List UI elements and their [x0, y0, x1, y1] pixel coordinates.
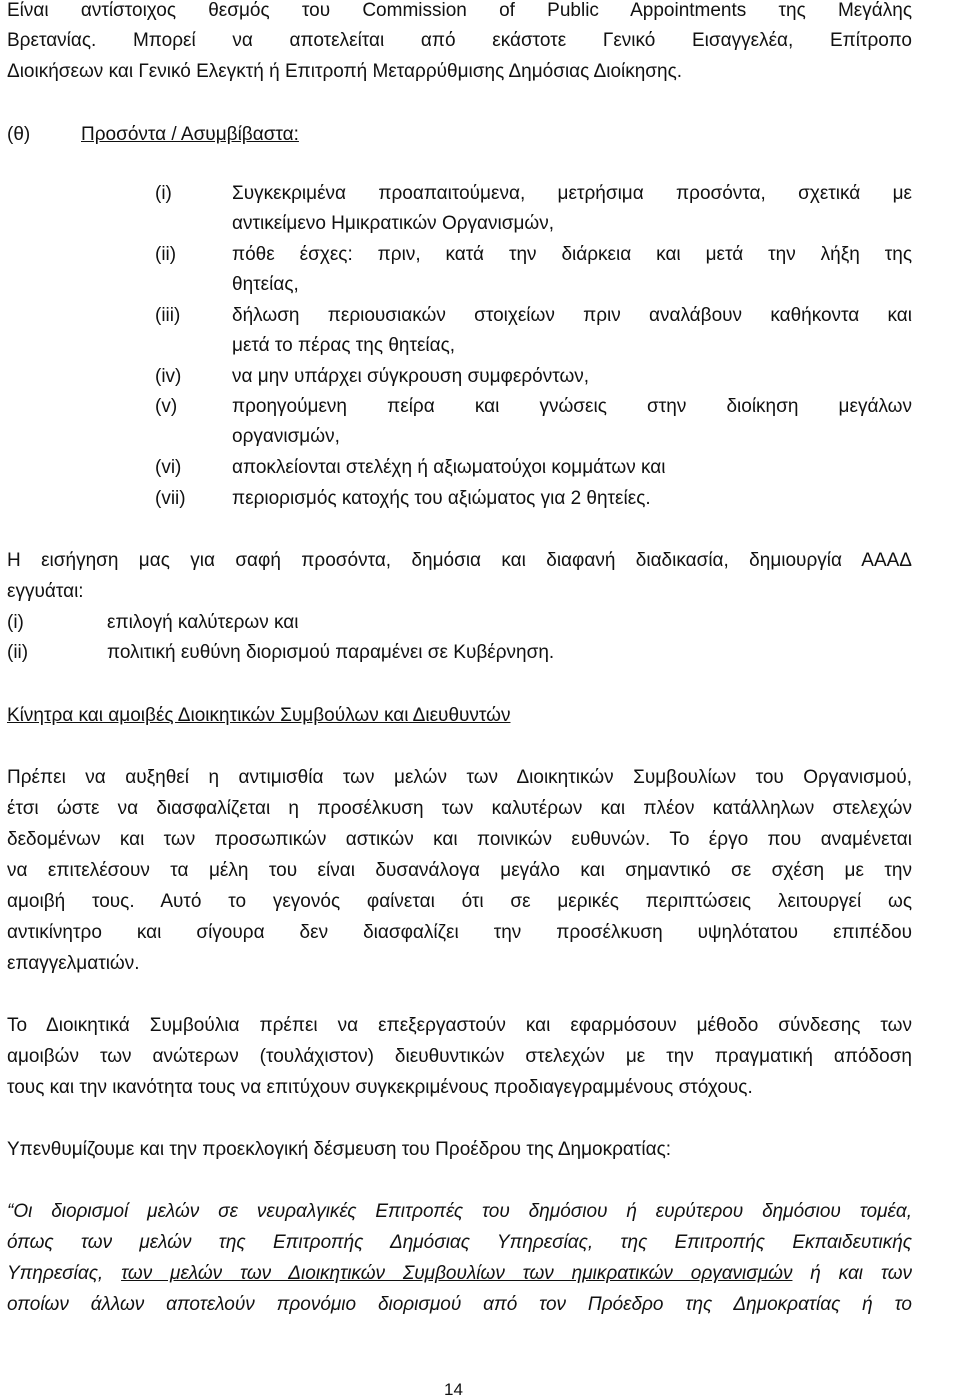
list-item-v-line-1: προηγούμενη πείρα και γνώσεις στην διοίκηση μεγάλων — [232, 396, 912, 417]
list-item-vi-line-1: αποκλείονται στελέχη ή αξιωματούχοι κομμάτων και — [232, 457, 666, 478]
quote-line-1: “Οι διορισμοί μελών σε νευραλγικές Επιτροπές του δημόσιου ή ευρύτερου δημόσιου τομέα, — [7, 1201, 912, 1222]
paragraph-2-line-2: αμοιβών των ανώτερων (τουλάχιστον) διευθυντικών στελεχών με την πραγματική απόδοση — [7, 1046, 912, 1067]
recommendation-item-ii: πολιτική ευθύνη διορισμού παραμένει σε Κυβέρνηση. — [107, 642, 555, 663]
quote-line-3-end: ή και των — [792, 1263, 912, 1284]
quote-line-2: όπως των μελών της Επιτροπής Δημόσιας Υπηρεσίας, της Επιτροπής Εκπαιδευτικής — [7, 1232, 912, 1253]
quote-line-3-start: Υπηρεσίας, — [7, 1263, 122, 1284]
section-theta-marker: (θ) — [7, 124, 31, 145]
paragraph-1-line-5: αμοιβή τους. Αυτό το γεγονός φαίνεται ότι σε μερικές περιπτώσεις λειτουργεί ως — [7, 891, 912, 912]
recommendation-marker-i: (i) — [7, 612, 24, 633]
paragraph-1-line-1: Πρέπει να αυξηθεί η αντιμισθία των μελών των Διοικητικών Συμβουλίων του Οργανισμού, — [7, 767, 912, 788]
paragraph-2-line-1: Το Διοικητικά Συμβούλια πρέπει να επεξεργαστούν και εφαρμόσουν μέθοδο σύνδεσης των — [7, 1015, 912, 1036]
recommendation-marker-ii: (ii) — [7, 642, 29, 663]
quote-line-3-underlined: των μελών των Διοικητικών Συμβουλίων των ημικρατικών οργανισμών — [121, 1263, 793, 1284]
list-item-vii-line-1: περιορισμός κατοχής του αξιώματος για 2 θητείες. — [232, 488, 651, 509]
section-theta-title: Προσόντα / Ασυμβίβαστα: — [81, 124, 299, 145]
list-marker-ii: (ii) — [155, 244, 177, 265]
reminder-line: Υπενθυμίζουμε και την προεκλογική δέσμευση του Προέδρου της Δημοκρατίας: — [7, 1139, 672, 1160]
list-item-i-line-2: αντικείμενο Ημικρατικών Οργανισμών, — [232, 213, 555, 234]
recommendation-line-2: εγγυάται: — [7, 581, 84, 602]
list-marker-vi: (vi) — [155, 457, 182, 478]
list-item-ii-line-2: θητείας, — [232, 274, 299, 295]
recommendation-item-i: επιλογή καλύτερων και — [107, 612, 299, 633]
list-marker-vii: (vii) — [155, 488, 186, 509]
intro-line-2: Βρετανίας. Μπορεί να αποτελείται από εκάστοτε Γενικό Εισαγγελέα, Επίτροπο — [7, 30, 912, 51]
quote-line-4: οποίων άλλων αποτελούν προνόμιο διορισμού από τον Πρόεδρο της Δημοκρατίας ή το — [7, 1294, 912, 1315]
list-item-iii-line-2: μετά το πέρας της θητείας, — [232, 335, 456, 356]
recommendation-line-1: Η εισήγηση μας για σαφή προσόντα, δημόσια και διαφανή διαδικασία, δημιουργία ΑΑΑΔ — [7, 550, 912, 571]
list-marker-iv: (iv) — [155, 366, 182, 387]
list-marker-iii: (iii) — [155, 305, 181, 326]
paragraph-1-line-6: αντικίνητρο και σίγουρα δεν διασφαλίζει την προσέλκυση υψηλότατου επιπέδου — [7, 922, 912, 943]
paragraph-1-line-2: έτσι ώστε να διασφαλίζεται η προσέλκυση των καλυτέρων και πλέον κατάλληλων στελεχών — [7, 798, 912, 819]
paragraph-1-line-4: να επιτελέσουν τα μέλη του είναι δυσανάλογα μεγάλο και σημαντικό σε σχέση με την — [7, 860, 912, 881]
list-marker-v: (v) — [155, 396, 178, 417]
intro-line-1: Είναι αντίστοιχος θεσμός του Commission of Public Appointments της Μεγάλης — [7, 0, 912, 21]
intro-line-3: Διοικήσεων και Γενικό Ελεγκτή ή Επιτροπή Μεταρρύθμισης Δημόσιας Διοίκησης. — [7, 61, 683, 82]
incentives-heading: Κίνητρα και αμοιβές Διοικητικών Συμβούλων και Διευθυντών — [7, 705, 511, 726]
list-marker-i: (i) — [155, 183, 172, 204]
list-item-v-line-2: οργανισμών, — [232, 426, 340, 447]
paragraph-1-line-3: δεδομένων και των προσωπικών αστικών και ποινικών ευθυνών. Το έργο που αναμένεται — [7, 829, 912, 850]
quote-line-3 — [7, 1263, 912, 1285]
list-item-iv-line-1: να μην υπάρχει σύγκρουση συμφερόντων, — [232, 366, 590, 387]
paragraph-2-line-3: τους και την ικανότητα τους να επιτύχουν συγκεκριμένους προδιαγεγραμμένους στόχους. — [7, 1077, 753, 1098]
list-item-iii-line-1: δήλωση περιουσιακών στοιχείων πριν αναλάβουν καθήκοντα και — [232, 305, 912, 326]
list-item-ii-line-1: πόθε έσχες: πριν, κατά την διάρκεια και μετά την λήξη της — [232, 244, 912, 265]
list-item-i-line-1: Συγκεκριμένα προαπαιτούμενα, μετρήσιμα προσόντα, σχετικά με — [232, 183, 912, 204]
paragraph-1-line-7: επαγγελματιών. — [7, 953, 140, 974]
page-number: 14 — [444, 1380, 463, 1399]
